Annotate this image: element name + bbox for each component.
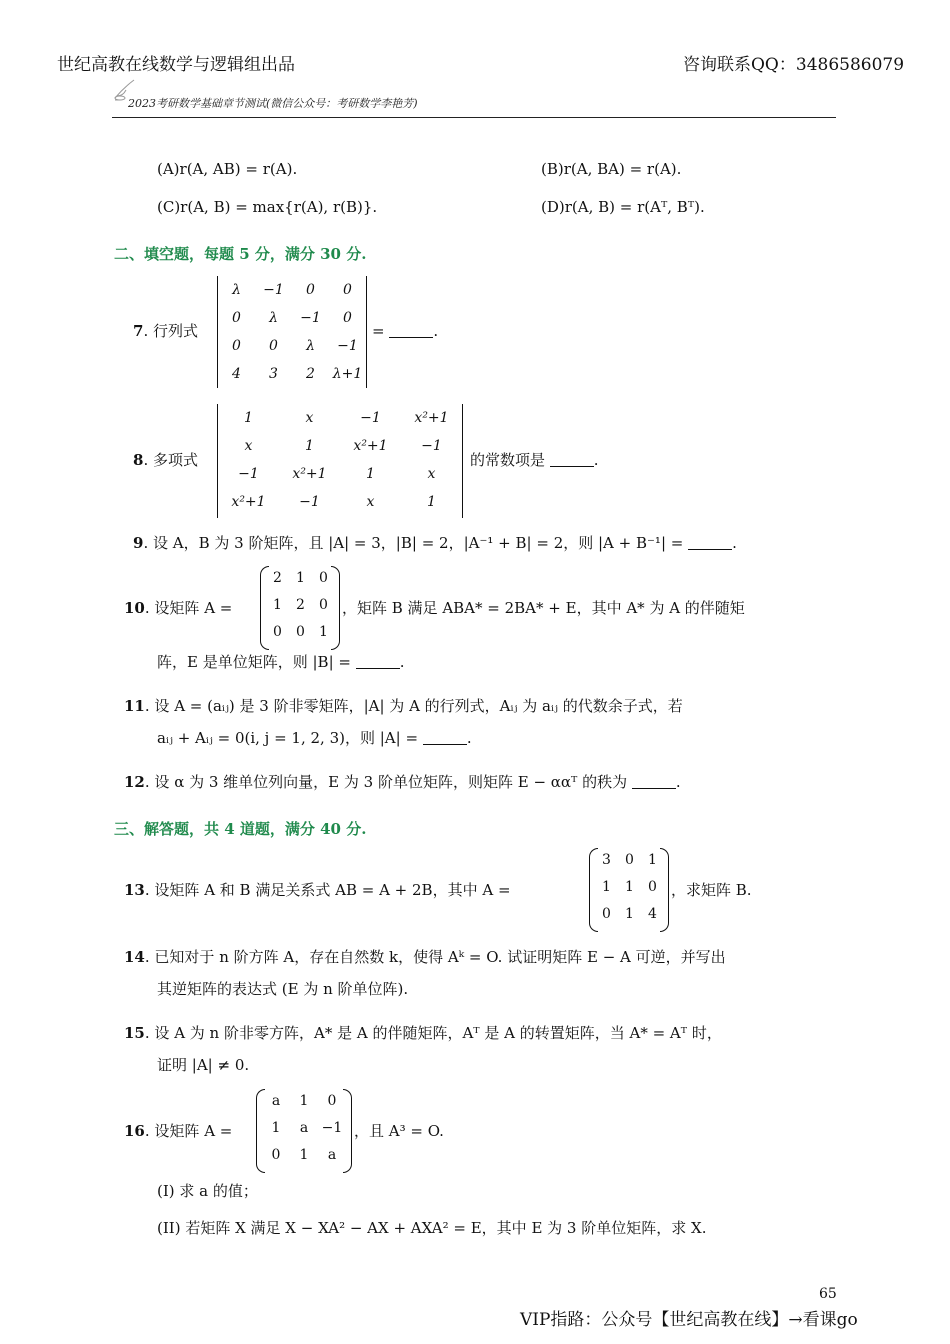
q16-prefix-text: 设矩阵 A = xyxy=(154,1122,233,1140)
q10-matrix-cell: 2 xyxy=(296,597,305,613)
q7-matrix-cell: 0 xyxy=(343,310,352,326)
q13-matrix-cell: 0 xyxy=(602,906,611,922)
q14-line2: 其逆矩阵的表达式 (E 为 n 阶单位阵). xyxy=(157,980,409,998)
q8-matrix-cell: 1 xyxy=(427,494,436,510)
q8-determinant xyxy=(217,404,463,518)
q8-matrix-cell: −1 xyxy=(360,410,381,426)
q16-matrix-cell: a xyxy=(327,1147,337,1163)
q10-text: ，矩阵 B 满足 ABA* = 2BA* + E，其中 A* 为 A 的伴随矩 xyxy=(342,599,745,617)
option-a: (A)r(A, AB) = r(A). xyxy=(157,160,298,178)
q13-matrix-cell: 1 xyxy=(625,906,634,922)
q7-matrix-cell: λ xyxy=(269,310,278,326)
q13-matrix-cell: 0 xyxy=(625,852,634,868)
q16-part1: (I) 求 a 的值； xyxy=(157,1182,258,1200)
q10-matrix-cell: 1 xyxy=(319,624,328,640)
q8-suffix-text: 的常数项是 xyxy=(470,451,546,469)
q10-blank xyxy=(356,654,400,669)
q8-matrix-cell: x xyxy=(305,410,314,426)
q9-text: 设 A，B 为 3 阶矩阵，且 |A| = 3，|B| = 2，|A⁻¹ + B| = 2，则 |A + B⁻¹| = xyxy=(152,534,684,552)
q16-matrix-cell: −1 xyxy=(321,1120,343,1136)
q13-prefix: 13. 设矩阵 A 和 B 满足关系式 AB = A + 2B，其中 A = xyxy=(124,881,511,899)
q8-matrix-cell: −1 xyxy=(299,494,320,510)
q7-matrix-cell: 2 xyxy=(306,366,315,382)
q15-line2: 证明 |A| ≠ 0. xyxy=(157,1056,250,1074)
q8-matrix-cell: −1 xyxy=(238,466,259,482)
q13-matrix-cell: 0 xyxy=(648,879,657,895)
q13-matrix-cell: 1 xyxy=(625,879,634,895)
q16-matrix-cell: 1 xyxy=(271,1120,281,1136)
q7-matrix-cell: −1 xyxy=(263,282,284,298)
q7-matrix-cell: λ xyxy=(306,338,315,354)
q12-number: 12 xyxy=(124,773,145,791)
q8-matrix-cell: x²+1 xyxy=(292,466,327,482)
q15-line1: 15. 设 A 为 n 阶非零方阵，A* 是 A 的伴随矩阵，Aᵀ 是 A 的转置矩阵，当 A* = Aᵀ 时， xyxy=(124,1024,722,1042)
q16-matrix-cell: a xyxy=(299,1120,309,1136)
q7-matrix-cell: 0 xyxy=(343,282,352,298)
q8-label: 8. 多项式 xyxy=(133,451,198,469)
q16-matrix-cell: 1 xyxy=(299,1093,309,1109)
q16-matrix xyxy=(256,1089,352,1173)
header-contact: 咨询联系QQ：3486586079 xyxy=(683,55,905,75)
q13-prefix-text: 设矩阵 A 和 B 满足关系式 AB = A + 2B，其中 A = xyxy=(154,881,511,899)
option-c: (C)r(A, B) = max{r(A), r(B)}. xyxy=(157,198,378,216)
q8-matrix-cell: x xyxy=(244,438,253,454)
q7-matrix-cell: 0 xyxy=(232,338,241,354)
section-3-heading: 三、解答题，共 4 道题，满分 40 分. xyxy=(114,820,367,838)
q11-number: 11 xyxy=(124,697,145,715)
q8-suffix: 的常数项是 . xyxy=(470,451,599,469)
q10-matrix-cell: 0 xyxy=(273,624,282,640)
q9-blank xyxy=(688,535,732,550)
q13-matrix xyxy=(589,848,669,932)
q7-text: 行列式 xyxy=(152,322,198,340)
header-rule xyxy=(112,117,836,118)
q7-matrix-cell: 3 xyxy=(269,366,278,382)
q13-number: 13 xyxy=(124,881,145,899)
q13-matrix-cell: 3 xyxy=(602,852,611,868)
q10-matrix-cell: 0 xyxy=(319,597,328,613)
q8-number: 8 xyxy=(133,451,144,469)
q8-blank xyxy=(550,452,594,467)
q8-matrix-cell: x²+1 xyxy=(353,438,388,454)
q12: 12. 设 α 为 3 维单位列向量，E 为 3 阶单位矩阵，则矩阵 E − ααᵀ 的秩为 . xyxy=(124,773,681,791)
q7-blank xyxy=(389,323,433,338)
q16-matrix-cell: 0 xyxy=(327,1093,337,1109)
q13-suffix: ，求矩阵 B. xyxy=(671,881,752,899)
q11-line1: 11. 设 A = (aᵢⱼ) 是 3 阶非零矩阵，|A| 为 A 的行列式，Aᵢⱼ 为 aᵢⱼ 的代数余子式，若 xyxy=(124,697,683,715)
q10-matrix-cell: 0 xyxy=(319,570,328,586)
q12-blank xyxy=(632,774,676,789)
q7-suffix: = . xyxy=(372,322,439,340)
q11-line1-text: 设 A = (aᵢⱼ) 是 3 阶非零矩阵，|A| 为 A 的行列式，Aᵢⱼ 为 aᵢⱼ 的代数余子式，若 xyxy=(154,697,683,715)
page-number: 65 xyxy=(819,1286,837,1302)
q7-matrix-cell: λ+1 xyxy=(332,366,363,382)
q10-matrix-cell: 1 xyxy=(296,570,305,586)
q8-matrix-cell: −1 xyxy=(421,438,442,454)
q16-prefix: 16. 设矩阵 A = xyxy=(124,1122,233,1140)
q9: 9. 设 A，B 为 3 阶矩阵，且 |A| = 3，|B| = 2，|A⁻¹ + B| = 2，则 |A + B⁻¹| = . xyxy=(133,534,737,552)
section-2-heading: 二、填空题，每题 5 分，满分 30 分. xyxy=(114,245,367,263)
q10-prefix-text: 设矩阵 A = xyxy=(154,599,233,617)
q11-line2: aᵢⱼ + Aᵢⱼ = 0(i, j = 1, 2, 3)，则 |A| = . xyxy=(157,729,472,747)
q13-matrix-cell: 4 xyxy=(648,906,657,922)
q8-matrix-cell: 1 xyxy=(305,438,314,454)
q16-matrix-cell: 0 xyxy=(271,1147,281,1163)
q7-matrix-cell: 0 xyxy=(306,282,315,298)
q8-matrix-cell: 1 xyxy=(244,410,253,426)
q7-determinant xyxy=(217,276,367,388)
q7-matrix-cell: 4 xyxy=(232,366,241,382)
q7-label: 7. 行列式 xyxy=(133,322,198,340)
q10-matrix-cell: 1 xyxy=(273,597,282,613)
option-b: (B)r(A, BA) = r(A). xyxy=(541,160,682,178)
q13-matrix-cell: 1 xyxy=(648,852,657,868)
q10-line2: 阵，E 是单位矩阵，则 |B| = . xyxy=(157,653,405,671)
q7-equals: = xyxy=(372,322,385,340)
q7-matrix-cell: 0 xyxy=(232,310,241,326)
q8-matrix-cell: x²+1 xyxy=(231,494,266,510)
q10-number: 10 xyxy=(124,599,145,617)
q14-number: 14 xyxy=(124,948,145,966)
q13-matrix-cell: 1 xyxy=(602,879,611,895)
q10-line2-text: 阵，E 是单位矩阵，则 |B| = xyxy=(157,653,351,671)
q7-matrix-cell: 0 xyxy=(269,338,278,354)
q7-matrix-cell: −1 xyxy=(337,338,358,354)
q7-number: 7 xyxy=(133,322,144,340)
q9-number: 9 xyxy=(133,534,144,552)
q16-part2: (II) 若矩阵 X 满足 X − XA² − AX + AXA² = E，其中 E 为 3 阶单位矩阵，求 X. xyxy=(157,1219,707,1237)
q10-prefix: 10. 设矩阵 A = xyxy=(124,599,233,617)
q16-number: 16 xyxy=(124,1122,145,1140)
footer-vip-link[interactable]: VIP指路：公众号【世纪高教在线】→看课go xyxy=(520,1310,858,1330)
q7-matrix-cell: λ xyxy=(232,282,241,298)
q15-number: 15 xyxy=(124,1024,145,1042)
q11-line2-text: aᵢⱼ + Aᵢⱼ = 0(i, j = 1, 2, 3)，则 |A| = xyxy=(157,729,419,747)
q8-matrix-cell: x xyxy=(366,494,375,510)
option-d: (D)r(A, B) = r(Aᵀ, Bᵀ). xyxy=(541,198,705,216)
q8-matrix-cell: x xyxy=(427,466,436,482)
q8-text: 多项式 xyxy=(152,451,198,469)
q10-matrix-cell: 0 xyxy=(296,624,305,640)
q16-matrix-cell: 1 xyxy=(299,1147,309,1163)
q10-matrix xyxy=(260,566,340,650)
q15-line1-text: 设 A 为 n 阶非零方阵，A* 是 A 的伴随矩阵，Aᵀ 是 A 的转置矩阵，当 A* = Aᵀ 时， xyxy=(154,1024,722,1042)
q10-matrix-cell: 2 xyxy=(273,570,282,586)
header-title: 世纪高教在线数学与逻辑组出品 xyxy=(57,55,295,75)
q12-text: 设 α 为 3 维单位列向量，E 为 3 阶单位矩阵，则矩阵 E − ααᵀ 的秩为 xyxy=(154,773,628,791)
q16-suffix: ，且 A³ = O. xyxy=(354,1122,444,1140)
q14-line1-text: 已知对于 n 阶方阵 A，存在自然数 k，使得 Aᵏ = O. 试证明矩阵 E − A 可逆，并写出 xyxy=(154,948,726,966)
q7-matrix-cell: −1 xyxy=(300,310,321,326)
q8-matrix-cell: x²+1 xyxy=(414,410,449,426)
q14-line1: 14. 已知对于 n 阶方阵 A，存在自然数 k，使得 Aᵏ = O. 试证明矩阵 E − A 可逆，并写出 xyxy=(124,948,726,966)
q8-matrix-cell: 1 xyxy=(366,466,375,482)
q11-blank xyxy=(423,730,467,745)
q16-matrix-cell: a xyxy=(271,1093,281,1109)
header-subtitle: 2023考研数学基础章节测试(微信公众号：考研数学李艳芳) xyxy=(128,97,418,110)
